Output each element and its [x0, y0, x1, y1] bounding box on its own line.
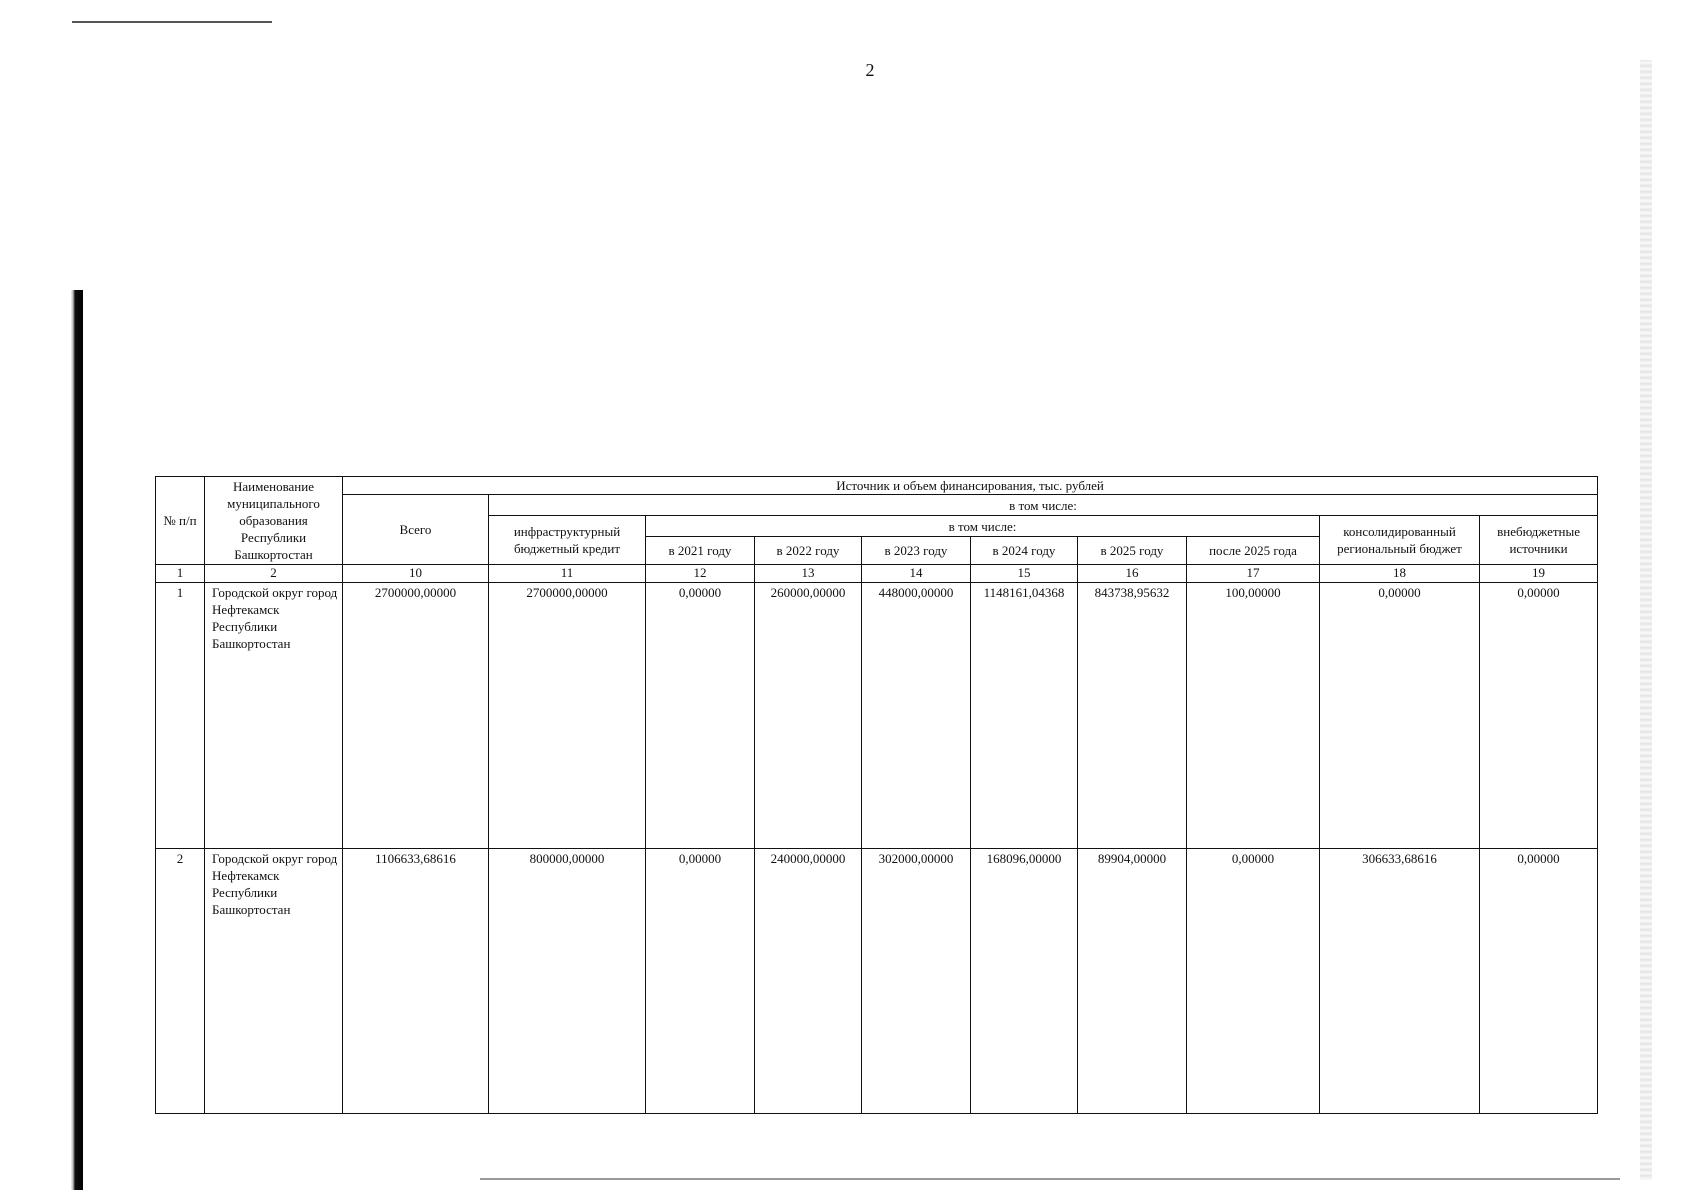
cell-y2022: 260000,00000: [755, 583, 862, 848]
header-row-2: [156, 495, 1598, 516]
cell-y2022: 240000,00000: [755, 848, 862, 1113]
cell-offbudget: 0,00000: [1480, 583, 1598, 848]
header-row-1: [156, 477, 1598, 495]
cell-infra-credit: 2700000,00000: [489, 583, 646, 848]
header-y2022: в 2022 году: [755, 537, 862, 565]
table-row: [156, 848, 1598, 1113]
header-source: Источник и объем финансирования, тыс. рублей: [343, 477, 1598, 495]
cell-total: 1106633,68616: [343, 848, 489, 1113]
row-num: 1: [156, 583, 205, 848]
column-number: 17: [1187, 564, 1320, 582]
cell-y2023: 448000,00000: [862, 583, 971, 848]
column-number: 2: [205, 564, 343, 582]
cell-after2025: 0,00000: [1187, 848, 1320, 1113]
scan-artifact-top-line: [72, 21, 272, 23]
cell-consolidated: 306633,68616: [1320, 848, 1480, 1113]
cell-y2024: 1148161,04368: [971, 583, 1078, 848]
column-number: 12: [646, 564, 755, 582]
cell-total: 2700000,00000: [343, 583, 489, 848]
cell-consolidated: 0,00000: [1320, 583, 1480, 848]
header-consolidated: консолидированный региональный бюджет: [1320, 516, 1480, 564]
cell-y2021: 0,00000: [646, 583, 755, 848]
column-number: 19: [1480, 564, 1598, 582]
header-name: Наименование муниципального образования Республики Башкортостан: [205, 477, 343, 565]
header-including-1: в том числе:: [489, 495, 1598, 516]
row-name: Городской округ город Нефтекамск Республики Башкортостан: [205, 848, 343, 1113]
cell-y2025: 89904,00000: [1078, 848, 1187, 1113]
scan-artifact-right-edge: [1640, 60, 1652, 1180]
header-including-2: в том числе:: [646, 516, 1320, 537]
row-num: 2: [156, 848, 205, 1113]
row-name: Городской округ город Нефтекамск Республики Башкортостан: [205, 583, 343, 848]
cell-infra-credit: 800000,00000: [489, 848, 646, 1113]
header-y2021: в 2021 году: [646, 537, 755, 565]
cell-y2024: 168096,00000: [971, 848, 1078, 1113]
cell-after2025: 100,00000: [1187, 583, 1320, 848]
header-infra-credit: инфраструктурный бюджетный кредит: [489, 516, 646, 564]
table-row: [156, 583, 1598, 848]
header-y2024: в 2024 году: [971, 537, 1078, 565]
column-number: 18: [1320, 564, 1480, 582]
header-total: Всего: [343, 495, 489, 564]
cell-y2021: 0,00000: [646, 848, 755, 1113]
column-number: 16: [1078, 564, 1187, 582]
scan-artifact-bottom-line: [480, 1178, 1620, 1180]
column-number: 14: [862, 564, 971, 582]
page-number: 2: [865, 60, 875, 80]
cell-y2023: 302000,00000: [862, 848, 971, 1113]
header-y2025: в 2025 году: [1078, 537, 1187, 565]
header-offbudget: внебюджетные источники: [1480, 516, 1598, 564]
column-number-row: [156, 564, 1598, 582]
column-number: 13: [755, 564, 862, 582]
cell-offbudget: 0,00000: [1480, 848, 1598, 1113]
cell-y2025: 843738,95632: [1078, 583, 1187, 848]
header-y2023: в 2023 году: [862, 537, 971, 565]
column-number: 15: [971, 564, 1078, 582]
column-number: 11: [489, 564, 646, 582]
header-num: № п/п: [156, 477, 205, 565]
header-after2025: после 2025 года: [1187, 537, 1320, 565]
financing-table: [155, 476, 1598, 1114]
column-number: 1: [156, 564, 205, 582]
column-number: 10: [343, 564, 489, 582]
scan-artifact-left-edge: [71, 290, 83, 1190]
